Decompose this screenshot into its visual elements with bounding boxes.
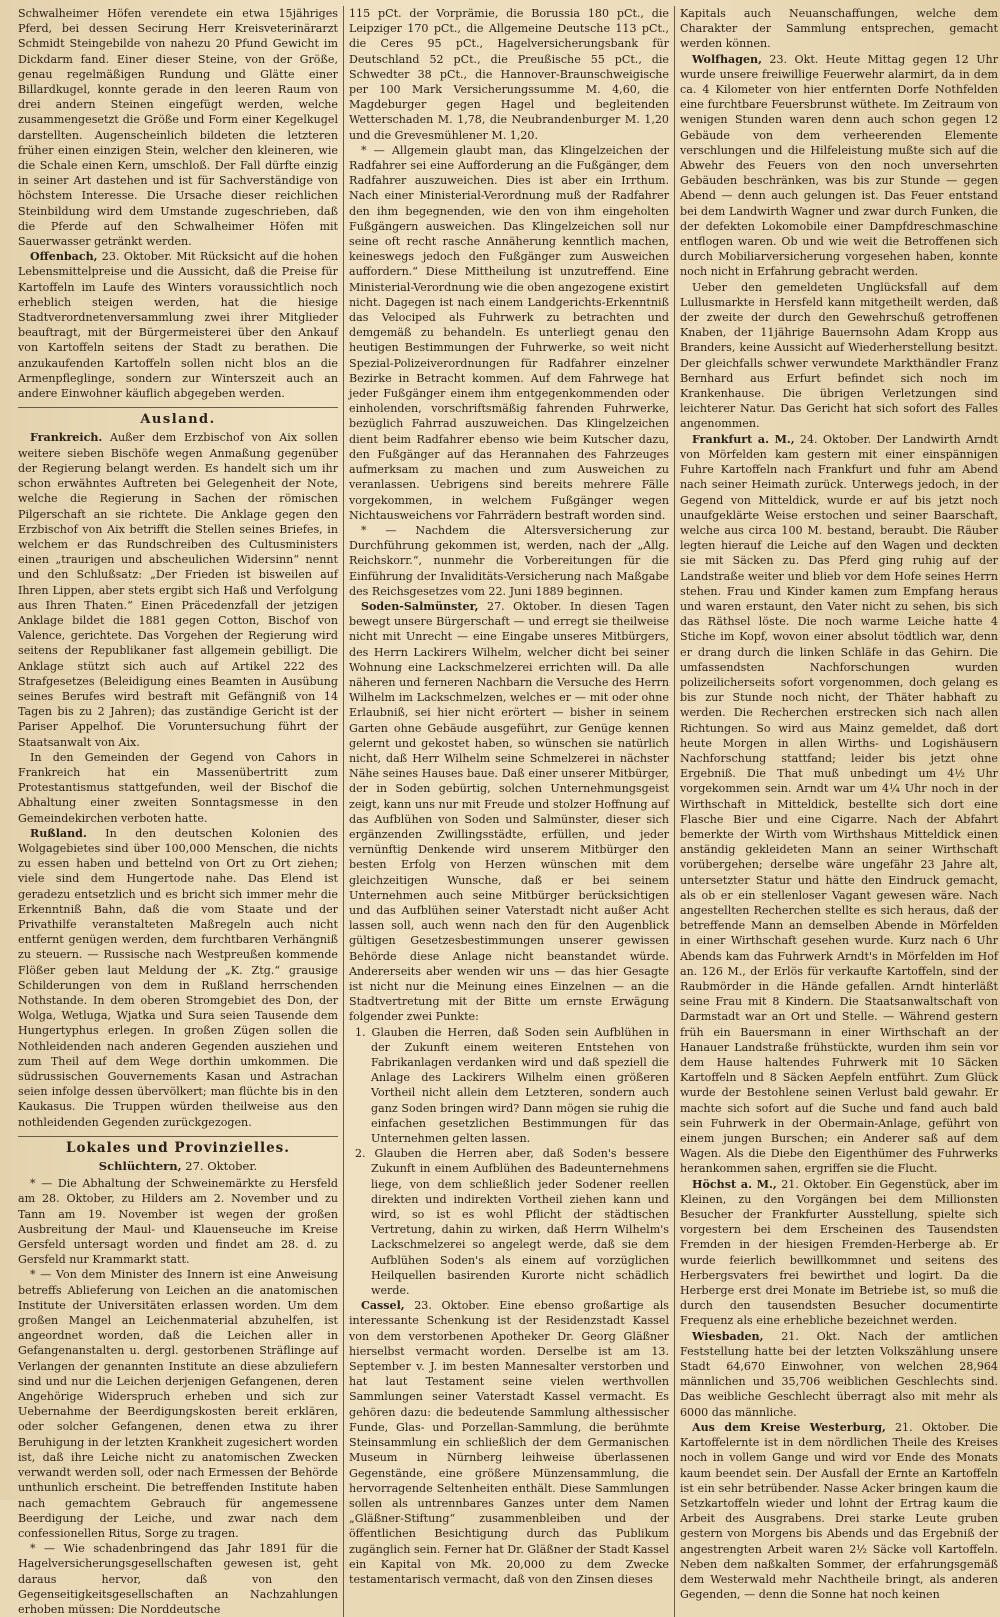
article-altersversicherung: * — Nachdem die Altersversicherung zur Durchführung gekommen ist, werden, nach der „Allg. Reichskorr.“, nunmehr die Vorbereitungen für die Einführung der Invaliditäts-Versicherung nach Maßgabe des Reichsgesetzes vom 22. Juni 1889 beginnen.	[349, 523, 669, 598]
article-hoechst: Höchst a. M., 21. Oktober. Ein Gegenstück, aber im Kleinen, zu den Vorgängen bei dem Millionsten Besucher der Frankfurter Ausstellung, spielte sich vorgestern bei dem Erscheinen des Tausendsten Fremden in der hiesigen Fremden-Herberge ab. Er wurde feierlich bewillkommnet und seitens des Herbergsvaters frei bewirthet und logirt. Da die Herberge erst drei Monate im Betriebe ist, so muß die durch den tausendsten Besucher documentirte Frequenz als eine erhebliche bezeichnet werden.	[680, 1177, 998, 1328]
dateline-westerburg: Aus dem Kreise Westerburg,	[692, 1420, 886, 1434]
dateline-frankfurt: Frankfurt a. M.,	[692, 432, 795, 446]
column-2	[349, 6, 669, 1617]
article-frankreich: Frankreich. Außer dem Erzbischof von Aix sollen weitere sieben Bischöfe wegen Anmaßung gegenüber der Regierung belangt werden. Es handelt sich um ihr schon erwähntes Auftreten bei Gelegenheit der Note, welche die Regierung in Sachen der römischen Pilgerschaft an sie richtete. Die Anklage gegen den Erzbischof von Aix betrifft die Stellen seines Briefes, in welchem er das Rundschreiben des Cultusministers einen „traurigen und abscheulichen Widersinn“ nennt und den Schlußsatz: „Der Frieden ist bisweilen auf Ihren Lippen, aber stets ergibt sich Haß und Verfolgung aus Ihren Thaten.“ Einen Präcedenzfall der jetzigen Anklage bildet die 1881 gegen Cotton, Bischof von Valence, gerichtete. Das Vorgehen der Regierung wird seitens der Republikaner fast allgemein gebilligt. Die Anklage stützt sich auch auf Artikel 222 des Strafgesetzes (Beleidigung eines Beamten in Ausübung seines Berufes wird bestraft mit Gefängniß von 14 Tagen bis zu 2 Jahren); das zuständige Gericht ist der Pariser Appelhof. Die Voruntersuchung führt der Staatsanwalt von Aix.	[18, 431, 338, 749]
dateline-offenbach: Offenbach,	[30, 250, 98, 264]
column-3	[680, 6, 998, 1617]
article-hersfeld: Ueber den gemeldeten Unglücksfall auf dem Lullusmarkte in Hersfeld kann mitgetheilt werden, daß der zweite der durch den Gewehrschuß getroffenen Knaben, der 11jährige Bauernsohn Adam Kropp aus Branders, keine Aussicht auf Wiederherstellung besitzt. Der gleichfalls schwer verwundete Markthändler Franz Bernhard aus Erfurt befindet sich noch im Krankenhause. Die übrigen Verletzungen sind leichterer Natur. Das Gericht hat sich sofort des Falles angenommen.	[680, 280, 998, 431]
article-horse-stones: Schwalheimer Höfen verendete ein etwa 15jähriges Pferd, bei dessen Secirung Herr Kreisveterinärarzt Schmidt Steingebilde von nahezu 20 Pfund Gewicht im Dickdarm fand. Einer dieser Steine, von der Größe, genau regelmäßigen Rundung und Glätte einer Billardkugel, konnte gerade in den leeren Raum von drei andern Steinen eingefügt werden, welche zusammengesetzt die Größe und Form einer Kegelkugel darstellten. Augenscheinlich bildeten die letzteren früher einen einzigen Stein, welcher den kleineren, wie die Schale einen Kern, umschloß. Der Fall dürfte einzig in seiner Art dastehen und ist für Sachverständige von höchstem Interesse. Die Ursache dieser reichlichen Steinbildung wird dem Umstande zugeschrieben, daß die Pferde auf den Schwalheimer Höfen mit Sauerwasser getränkt werden.	[18, 7, 338, 249]
dateline-wolfhagen: Wolfhagen,	[692, 52, 762, 66]
article-westerburg: Aus dem Kreise Westerburg, 21. Oktober. Die Kartoffelernte ist in dem nördlichen Theile des Kreises noch in vollem Gange und wird vor Ende des Monats kaum beendet sein. Der Ausfall der Ernte an Kartoffeln ist ein sehr betrübender. Nasse Acker bringen kaum die Setzkartoffeln wieder und lohnt der Ertrag kaum die Arbeit des Ausgrabens. Drei starke Leute gruben gestern von Morgens bis Abends und das Ergebniß der angestrengten Arbeit waren 2½ Säcke voll Kartoffeln. Neben dem naßkalten Sommer, der erfahrungsgemäß dem Westerwald mehr Nachtheile bringt, als anderen Gegenden, — denn die Sonne hat noch keinen	[680, 1420, 998, 1602]
dateline-schluechtern: Schlüchtern, 27. Oktober.	[98, 1159, 258, 1174]
dateline-frankreich: Frankreich.	[30, 431, 103, 445]
list-item: 2. Glauben die Herren aber, daß Soden's bessere Zukunft in einem Aufblühen des Badeunternehmens liege, von dem schließlich jeder Sodener reellen direkten und indirekten Vortheil ziehen kann und wird, so ist es wohl Pflicht der städtischen Vertretung, dahin zu wirken, daß Herrn Wilhelm's Lackschmelzerei so angelegt werde, daß sie dem Aufblühen Soden's als einem auf vorzüglichen Heilquellen basirenden Kurorte nicht schädlich werde.	[355, 1147, 669, 1298]
dateline-wiesbaden: Wiesbaden,	[692, 1329, 764, 1343]
article-hagelversicherung: * — Wie schadenbringend das Jahr 1891 für die Hagelversicherungsgesellschaften gewesen ist, geht daraus hervor, daß von den Gegenseitigkeitsgesellschaften an Nachzahlungen erhoben müssen: Die Norddeutsche	[18, 1542, 338, 1616]
column-1	[18, 6, 338, 1617]
article-cassel-continued: Kapitals auch Neuanschaffungen, welche dem Charakter der Sammlung entsprechen, gemacht werden können.	[680, 7, 998, 51]
column-divider	[674, 6, 675, 1617]
article-radfahrer: * — Allgemein glaubt man, das Klingelzeichen der Radfahrer sei eine Aufforderung an die Fußgänger, dem Radfahrer auszuweichen. Dies ist aber ein Irrthum. Nach einer Ministerial-Verordnung muß der Radfahrer den ihm begegnenden, wie den von ihm eingeholten Fußgängern ausweichen. Das Klingelzeichen soll nur seine oft recht rasche Annäherung kenntlich machen, keineswegs jedoch den Fußgänger zum Ausweichen auffordern.“ Diese Mittheilung ist unzutreffend. Eine Ministerial-Verordnung wie die oben angezogene existirt nicht. Dagegen ist nach einem Landgerichts-Erkenntniß das Velociped als Fuhrwerk zu betrachten und demgemäß zu behandeln. Es unterliegt genau den heutigen Bestimmungen der Fuhrwerke, so weit nicht Spezial-Polizeiverordnungen für Radfahrer einzelner Bezirke in Betracht kommen. Auf dem Fahrwege hat jeder Fußgänger einem ihm entgegenkommenden oder einholenden, vorschriftsmäßig fahrenden Fuhrwerke, bezüglich Fahrrad auszuweichen. Das Klingelzeichen dient beim Radfahrer ebenso wie beim Kutscher dazu, den Fußgänger auf das Herannahen des Fahrzeuges aufmerksam zu machen und zum Ausweichen zu veranlassen. Uebrigens sind bereits mehrere Fälle vorgekommen, in welchem Fußgänger wegen Nichtausweichens vor Fahrrädern bestraft worden sind.	[349, 143, 669, 522]
article-offenbach: Offenbach, 23. Oktober. Mit Rücksicht auf die hohen Lebensmittelpreise und die Aussicht, daß die Preise für Kartoffeln im Laufe des Winters voraussichtlich noch erheblich steigen werden, hat die hiesige Stadtverordnetenversammlung zwei ihrer Mitglieder beauftragt, mit der Bürgermeisterei über den Ankauf von Kartoffeln seitens der Stadt zu berathen. Die anzukaufenden Kartoffeln sollen nicht blos an die Armenpfleglinge, sondern zur Winterszeit auch an andere Einwohner käuflich abgegeben werden.	[18, 250, 338, 401]
article-wolfhagen: Wolfhagen, 23. Okt. Heute Mittag gegen 12 Uhr wurde unsere freiwillige Feuerwehr alarmirt, da in dem ca. 4 Kilometer von hier entfernten Dorfe Nothfelden eine furchtbare Feuersbrunst wüthete. Im Zeitraum von wenigen Stunden waren denn auch schon gegen 12 Gebäude von dem verheerenden Elemente verschlungen und die Hilfeleistung mußte sich auf die Abwehr des Feuers von den noch unversehrten Gebäuden beschränken, was bis zur Stunde — gegen Abend — denn auch gelungen ist. Das Feuer entstand bei dem Landwirth Wagner und zwar durch Funken, die der defekten Lokomobile einer Dampfdreschmaschine entflogen waren. Ob und wie weit die Betroffenen sich durch Mobiliarversicherung vorgesehen haben, konnte noch nicht in Erfahrung gebracht werden.	[680, 52, 998, 279]
section-heading-lokales: Lokales und Provinzielles.	[18, 1136, 338, 1156]
column-divider	[343, 6, 344, 1617]
article-soden: Soden-Salmünster, 27. Oktober. In diesen Tagen bewegt unsere Bürgerschaft — und erregt sie theilweise nicht mit Unrecht — eine Eingabe unseres Mitbürgers, des Herrn Lackirers Wilhelm, welcher dicht bei seiner Wohnung eine Lackschmelzerei errichten will. Da alle näheren und ferneren Nachbarn die Versuche des Herrn Wilhelm im Lackschmelzen, welches er — mit oder ohne Erlaubniß, sei hier nicht erörtert — bisher in seinem Garten ohne Gebäude ausgeführt, zur Genüge kennen gelernt und gekostet haben, so wünschen sie natürlich nicht, daß Herr Wilhelm seine Schmelzerei in nächster Nähe seines Hauses baue. Daß einer unserer Mitbürger, der in Soden gebürtig, solchen Unternehmungsgeist zeigt, kann uns nur mit Freude und stolzer Hoffnung auf das Aufblühen von Soden und Salmünster, dieser sich ergänzenden Zwillingsstädte, erfüllen, und jeder vernünftig Denkende wird unserem Mitbürger den besten Erfolg von Herzen wünschen mit dem gleichzeitigen Wunsche, daß er bei seinem Unternehmen auch seine Mitbürger berücksichtigen und das Aufblühen seiner Vaterstadt nicht außer Acht lassen soll, auch wenn nach den für den Augenblick gültigen Gesetzesbestimmungen unserer gewissen Behörde diese Anlage nicht beanstandet würde. Andererseits aber wenden wir uns — das hier Gesagte ist nicht nur die Meinung eines Einzelnen — an die Stadtvertretung mit der Bitte um ernste Erwägung folgender zwei Punkte:	[349, 599, 669, 1024]
article-cassel: Cassel, 23. Oktober. Eine ebenso großartige als interessante Schenkung ist der Residenzstadt Kassel von dem verstorbenen Apotheker Dr. Georg Gläßner hierselbst vermacht worden. Derselbe ist am 13. September v. J. im besten Mannesalter verstorben und hat laut Testament seine vielen werthvollen Sammlungen seiner Vaterstadt Kassel vermacht. Es gehören dazu: die bedeutende Sammlung althessischer Funde, Glas- und Porzellan-Sammlung, die berühmte Steinsammlung ein schließlich der dem Germanischen Museum in Nürnberg leihweise überlassenen Gegenstände, eine größere Münzensammlung, die hervorragende Seltenheiten enthält. Diese Sammlungen sollen als untrennbares Ganzes unter dem Namen „Gläßner-Stiftung“ zusammenbleiben und der öffentlichen Besichtigung durch das Publikum zugänglich sein. Ferner hat Dr. Gläßner der Stadt Kassel ein Kapital von Mk. 20,000 zu dem Zwecke testamentarisch vermacht, daß von den Zinsen dieses	[349, 1299, 669, 1586]
article-schweinemaerkte: * — Die Abhaltung der Schweinemärkte zu Hersfeld am 28. Oktober, zu Hilders am 2. November und zu Tann am 19. November ist wegen der großen Ausbreitung der Maul- und Klauenseuche im Kreise Gersfeld untersagt worden und findet am 28. d. zu Gersfeld nur Krammarkt statt.	[18, 1177, 338, 1267]
article-russland: Rußland. In den deutschen Kolonien des Wolgagebietes sind über 100,000 Menschen, die nichts zu essen haben und bettelnd von Ort zu Ort ziehen; viele sind dem Hungertode nahe. Das Elend ist geradezu entsetzlich und es bricht sich immer mehr die Erkenntniß Bahn, daß die vom Staate und der Privathilfe veranstalteten Maßregeln auch nicht entfernt genügen werden, dem furchtbaren Verhängniß zu steuern. — Russische nach Westpreußen kommende Flößer geben laut Meldung der „K. Ztg.“ grausige Schilderungen von dem in Rußland herrschenden Nothstande. In dem oberen Stromgebiet des Don, der Wolga, Wetluga, Wjatka und Sura seien Tausende dem Hungertyphus erlegen. In großen Zügen sollen die Nothleidenden nach anderen Gegenden ausziehen und zum Theil auf dem Wege dorthin umkommen. Die südrussischen Gouvernements Kasan und Astrachan seien infolge dessen übervölkert; man flüchte bis in den Kaukasus. Die Truppen würden theilweise aus den nothleidenden Gegenden zurückgezogen.	[18, 826, 338, 1129]
article-leichen: * — Von dem Minister des Innern ist eine Anweisung betreffs Ablieferung von Leichen an die anatomischen Institute der Universitäten erlassen worden. Um dem großen Mangel an Leichenmaterial abzuhelfen, ist angeordnet worden, daß die Leichen aller in Gefangenanstalten u. dergl. gestorbenen Sträflinge auf Verlangen der genannten Institute an diese abzuliefern sind und nur die Leichen derjenigen Gefangenen, deren Angehörige Widerspruch erheben und sich zur Uebernahme der Beerdigungskosten bereit erklären, oder solcher Gefangenen, denen etwa zu ihrer Beruhigung in der letzten Krankheit zugesichert worden ist, daß ihre Leiche nicht zu anatomischen Zwecken verwandt werden soll, oder nach Ermessen der Behörde unthunlich erscheint. Die betreffenden Institute haben nach gemachtem Gebrauch für angemessene Beerdigung der Leiche, und zwar nach dem confessionellen Ritus, Sorge zu tragen.	[18, 1268, 338, 1540]
dateline-soden: Soden-Salmünster,	[361, 599, 479, 613]
article-cahors: In den Gemeinden der Gegend von Cahors in Frankreich hat ein Massenübertritt zum Protestantismus stattgefunden, weil der Bischof die Abhaltung einer zweiten Sonntagsmesse in den Gemeindekirchen verboten hatte.	[18, 750, 338, 825]
dateline-cassel: Cassel,	[361, 1299, 405, 1313]
list-item: 1. Glauben die Herren, daß Soden sein Aufblühen in der Zukunft einem weiteren Entstehen von Fabrikanlagen verdanken wird und daß speziell die Anlage des Lackirers Wilhelm einen größeren Vortheil nicht allein dem Letzteren, sondern auch ganz Soden bringen wird? Dann mögen sie ruhig die einfachen gesetzlichen Bestimmungen für das Unternehmen gelten lassen.	[355, 1025, 669, 1146]
dateline-russland: Rußland.	[30, 826, 87, 840]
article-wiesbaden: Wiesbaden, 21. Okt. Nach der amtlichen Feststellung hatte bei der letzten Volkszählung unsere Stadt 64,670 Einwohner, von welchen 28,964 männlichen und 35,706 weiblichen Geschlechts sind. Das weibliche Geschlecht überragt also mit mehr als 6000 das männliche.	[680, 1329, 998, 1419]
article-frankfurt: Frankfurt a. M., 24. Oktober. Der Landwirth Arndt von Mörfelden kam gestern mit einer einspännigen Fuhre Kartoffeln nach Frankfurt und fuhr am Abend nach seiner Heimath zurück. Unterwegs jedoch, in der Gegend von Mitteldick, wurde er auf bis jetzt noch unaufgeklärte Weise erstochen und seiner Baarschaft, welche aus circa 100 M. bestand, beraubt. Die Räuber legten hierauf die Leiche auf den Wagen und deckten sie mit Säcken zu. Das Pferd ging ruhig auf der Landstraße weiter und blieb vor dem Hofe seines Herrn stehen. Frau und Kinder kamen zum Empfang heraus und waren erstaunt, den Vater nicht zu sehen, bis sich das Räthsel löste. Die noch warme Leiche hatte 4 Stiche im Kopf, wovon einer absolut tödtlich war, denn er drang durch die linken Schläfe in das Gehirn. Die umfassendsten Nachforschungen wurden polizeilicherseits sofort vorgenommen, doch gelang es bis zur Stunde noch nicht, der Thäter habhaft zu werden. Die Recherchen erstrecken sich nach allen Richtungen. So wird aus Mainz gemeldet, daß dort heute Morgen in allen Wirths- und Logishäusern Nachforschung stattfand; leider bis jetzt ohne Ergebniß. Die That muß unbedingt um 4½ Uhr vorgekommen sein. Arndt war um 4¼ Uhr noch in der Wirthschaft in Mitteldick, bestellte sich dort eine Flasche Bier und eine Cigarre. Nach der Abfahrt bemerkte der Wirth vom Wirthshaus Mitteldick einen anständig gekleideten Mann an seiner Wirthschaft vorübergehen; derselbe wäre ungefähr 23 Jahre alt, untersetzter Statur und hätte den Eindruck gemacht, als ob er ein stellenloser Vagant gewesen wäre. Nach angestellten Recherchen stellte es sich heraus, daß der betreffende Mann an demselben Abende in Mörfelden in einer Wirthschaft gesehen wurde. Kurz nach 6 Uhr Abends kam das Fuhrwerk Arndt's in Mörfelden im Hof an. 126 M., der Erlös für verkaufte Kartoffeln, sind der Raubmörder in die Hände gefallen. Arndt hinterläßt seine Frau mit 8 Kindern. Die Staatsanwaltschaft von Darmstadt war an Ort und Stelle. — Während gestern früh ein Bauersmann in einer Wirthschaft an der Hanauer Landstraße frühstückte, wurden ihm sein vor dem Hause haltendes Fuhrwerk mit 10 Säcken Kartoffeln und 8 Säcken Aepfeln entführt. Zum Glück wurde der Bestohlene seinen Verlust bald gewahr. Er machte sich sofort auf die Suche und fand auch bald sein Fuhrwerk in der Obermain-Anlage, geführt von einem jungen Burschen; ein Anderer saß auf dem Wagen. Als die Diebe den Eigenthümer des Fuhrwerks herankommen sahen, ergriffen sie die Flucht.	[680, 432, 998, 1176]
section-heading-ausland: Ausland.	[18, 407, 338, 427]
dateline-hoechst: Höchst a. M.,	[692, 1177, 777, 1191]
article-hagel-continued: 115 pCt. der Vorprämie, die Borussia 180 pCt., die Leipziger 170 pCt., die Allgemeine Deutsche 113 pCt., die Ceres 95 pCt., Hagelversicherungsbank für Deutschland 52 pCt., die Preußische 55 pCt., die Schwedter 38 pCt., die Hannover-Braunschweigische per 100 Mark Versicherungssumme M. 4,60, die Magdeburger gegen Hagel und begleitenden Wetterschaden M. 1,78, die Neubrandenburger M. 1,20 und die Grevesmühlener M. 1,20.	[349, 7, 669, 142]
column-layout	[18, 6, 998, 1616]
